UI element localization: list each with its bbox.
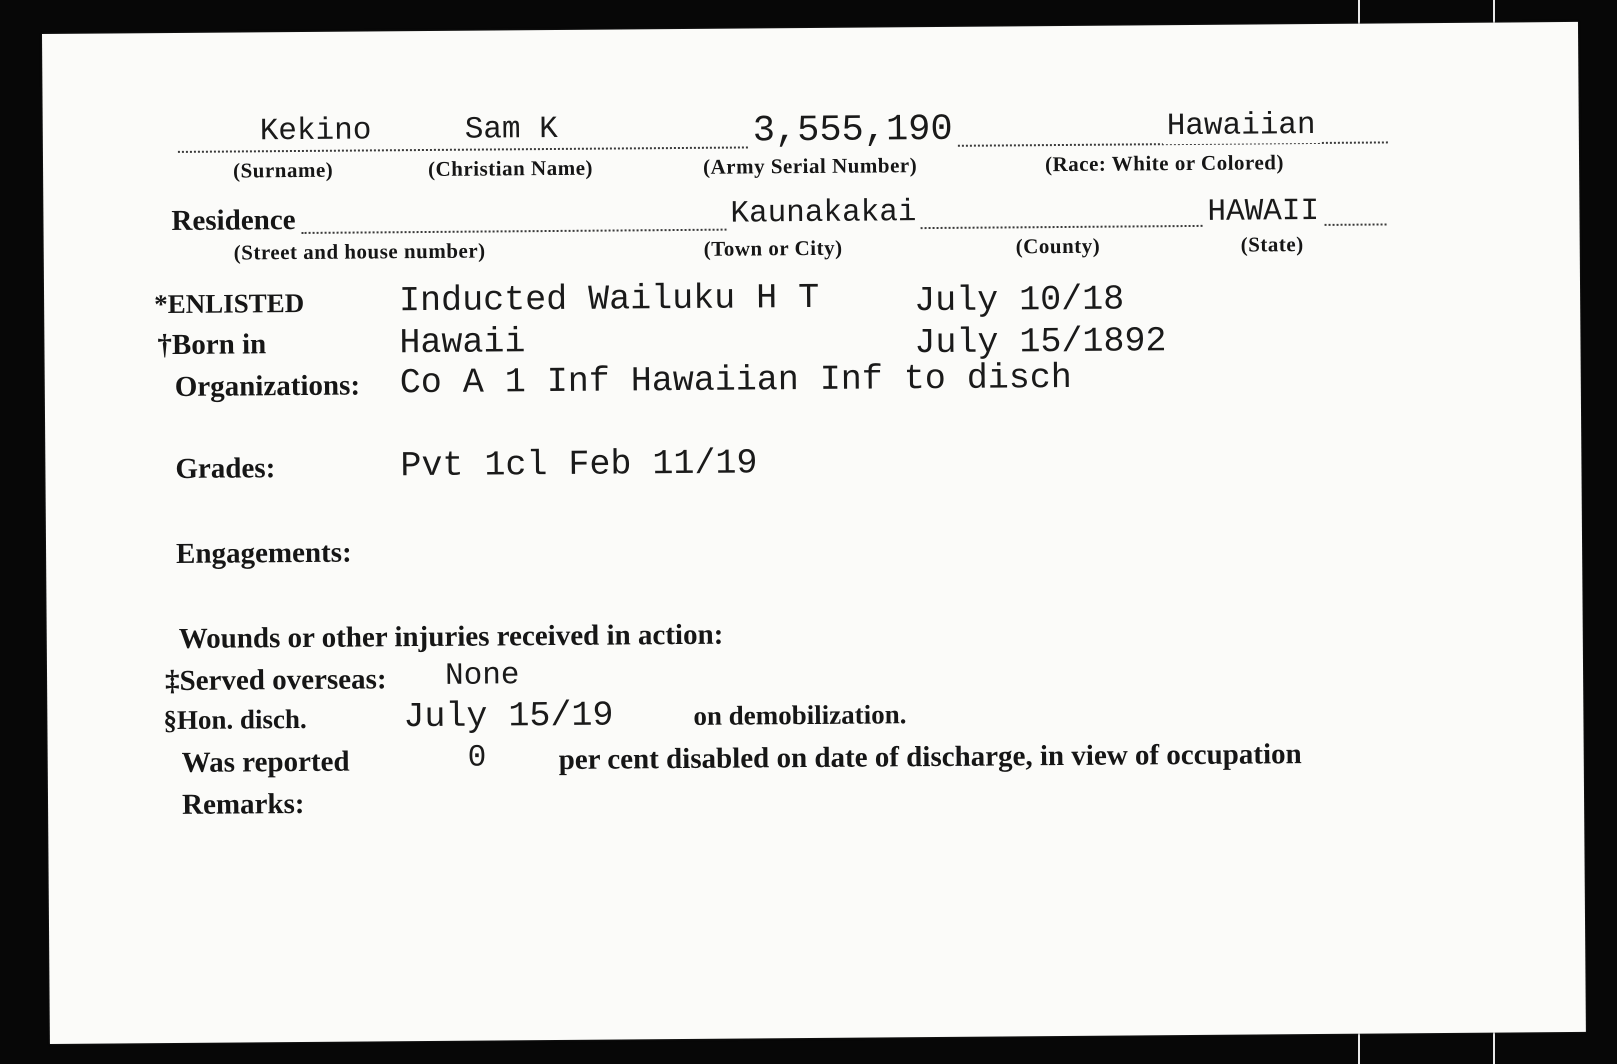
born-date: July 15/1892: [914, 321, 1167, 364]
state-caption: (State): [1240, 232, 1304, 257]
hon-disch-value: July 15/19: [403, 695, 614, 738]
town-value: Kaunakakai: [726, 195, 920, 232]
enlisted-label: *ENLISTED: [154, 287, 305, 320]
overseas-value: None: [444, 658, 520, 694]
race-value: Hawaiian: [1163, 108, 1320, 144]
grades-value: Pvt 1cl Feb 11/19: [400, 443, 758, 487]
serial-number-caption: (Army Serial Number): [702, 153, 918, 179]
surname-value: Kekino: [256, 113, 376, 149]
surname-caption: (Surname): [232, 157, 334, 183]
hon-disch-suffix: on demobilization.: [693, 699, 907, 731]
christian-name-value: Sam K: [461, 112, 562, 148]
christian-name-caption: (Christian Name): [427, 155, 594, 181]
reported-value: 0: [467, 740, 487, 776]
enlisted-value: Inducted Wailuku H T: [398, 277, 820, 322]
wounds-label: Wounds or other injuries received in action:: [178, 618, 724, 655]
born-label: †Born in: [157, 328, 267, 362]
serial-number-value: 3,555,190: [749, 109, 957, 153]
service-record-card: [42, 22, 1586, 1044]
street-caption: (Street and house number): [233, 238, 486, 265]
born-value: Hawaii: [399, 322, 526, 364]
grades-label: Grades:: [175, 452, 276, 485]
town-caption: (Town or City): [703, 235, 843, 261]
remarks-label: Remarks:: [181, 787, 305, 821]
engagements-label: Engagements:: [175, 536, 352, 570]
hon-disch-label: §Hon. disch.: [163, 703, 307, 736]
county-caption: (County): [1015, 233, 1101, 259]
organizations-label: Organizations:: [174, 369, 361, 403]
reported-suffix: per cent disabled on date of discharge, in view of occupation: [558, 738, 1302, 776]
race-caption: (Race: White or Colored): [1044, 150, 1285, 177]
organizations-value: Co A 1 Inf Hawaiian Inf to disch: [399, 357, 1072, 404]
residence-label: Residence: [171, 204, 299, 238]
overseas-label: ‡Served overseas:: [164, 663, 387, 698]
reported-label: Was reported: [181, 745, 350, 779]
state-value: HAWAII: [1203, 194, 1323, 230]
enlisted-date: July 10/18: [913, 279, 1125, 322]
